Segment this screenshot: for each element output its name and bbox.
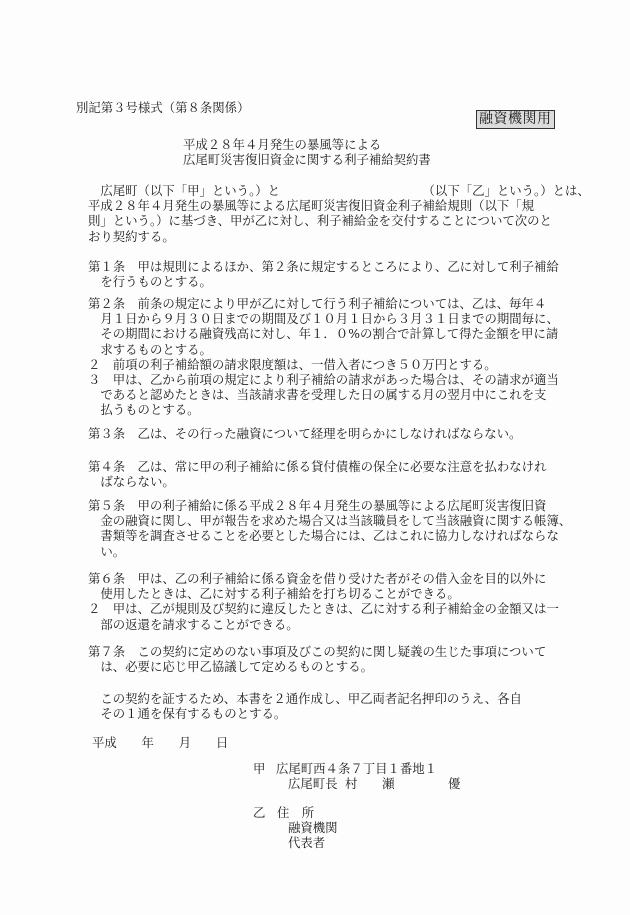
preamble-line: 平成２８年４月発生の暴風等による広尾町災害復旧資金利子補給規則（以下「規 bbox=[88, 198, 535, 214]
article-line: ２ 甲は、乙が規則及び契約に違反したときは、乙に対する利子補給金の金額又は一 bbox=[88, 601, 559, 617]
article-line: ばならない。 bbox=[88, 474, 175, 490]
title-line-1: 平成２８年４月発生の暴風等による bbox=[183, 137, 382, 152]
preamble-line: 広尾町（以下「甲」という。）と （以下「乙」という。）とは、 bbox=[88, 183, 590, 198]
article-line: ２ 前項の利子補給額の請求限度額は、一借入者につき５０万円とする。 bbox=[88, 356, 497, 372]
article-line: 月１日から９月３０日までの期間及び１０月１日から３月３１日までの期間毎に、 bbox=[88, 311, 559, 327]
article-line: であると認めたときは、当該請求書を受理した日の属する月の翌月中にこれを支 bbox=[88, 387, 547, 403]
article-line: 第１条 甲は規則によるほか、第２条に規定するところにより、乙に対して利子補給 bbox=[88, 259, 559, 274]
article-line: 第３条 乙は、その行った融資について経理を明らかにしなければならない。 bbox=[88, 426, 522, 441]
form-label: 別記第３号様式（第８条関係） bbox=[76, 100, 250, 115]
article-line: 第４条 乙は、常に甲の利子補給に係る貸付債権の保全に必要な注意を払わなけれ bbox=[88, 459, 547, 474]
article-3 bbox=[88, 426, 588, 441]
article-line: 第２条 前条の規定により甲が乙に対して行う利子補給については、乙は、毎年４ bbox=[88, 296, 547, 311]
party-a-address: 広尾町西４条７丁目１番地１ bbox=[276, 761, 438, 776]
closing-line: その１通を保有するものとする。 bbox=[88, 706, 287, 722]
document-title bbox=[183, 137, 431, 167]
party-b-institution-label: 融資機関 bbox=[288, 820, 338, 835]
article-line: を行うものとする。 bbox=[88, 274, 212, 290]
party-b-label: 乙 bbox=[253, 805, 266, 820]
article-line: は、必要に応じ甲乙協議して定めるものとする。 bbox=[88, 659, 373, 675]
article-5 bbox=[88, 498, 588, 559]
preamble bbox=[88, 183, 588, 244]
preamble-line: 則」という。）に基づき、甲が乙に対し、利子補給金を交付することについて次のと bbox=[88, 213, 552, 229]
article-1 bbox=[88, 259, 588, 289]
article-line: 部の返還を請求することができる。 bbox=[88, 616, 299, 632]
article-2 bbox=[88, 296, 588, 418]
article-4 bbox=[88, 459, 588, 489]
party-a-name-family: 村 瀬 bbox=[345, 776, 395, 791]
party-b-address-label: 住 所 bbox=[277, 805, 315, 820]
article-line: 使用したときは、乙に対する利子補給を打ち切ることができる。 bbox=[88, 586, 460, 602]
closing-line: この契約を証するため、本書を２通作成し、甲乙両者記名押印のうえ、各自 bbox=[88, 691, 522, 706]
party-b-representative-label: 代表者 bbox=[288, 835, 326, 850]
date-line: 平成 年 月 日 bbox=[92, 735, 229, 750]
article-line: 書類等を調査させることを必要とした場合には、乙はこれに協力しなければならな bbox=[88, 528, 559, 544]
article-line: 第５条 甲の利子補給に係る平成２８年４月発生の暴風等による広尾町災害復旧資 bbox=[88, 498, 547, 513]
article-6 bbox=[88, 571, 588, 632]
preamble-line: おり契約する。 bbox=[88, 228, 175, 244]
article-line: 金の融資に関し、甲が報告を求めた場合又は当該職員をして当該融資に関する帳簿、 bbox=[88, 513, 572, 529]
party-a-label: 甲 bbox=[253, 761, 266, 776]
stamp-box-financial-institution: 融資機関用 bbox=[476, 110, 555, 129]
closing-statement bbox=[88, 691, 588, 721]
party-a-name-given: 優 bbox=[448, 776, 461, 791]
article-line: い。 bbox=[88, 543, 126, 559]
party-a-title: 広尾町長 bbox=[288, 776, 338, 791]
title-line-2: 広尾町災害復旧資金に関する利子補給契約書 bbox=[183, 152, 431, 168]
article-line: 払うものとする。 bbox=[88, 402, 200, 418]
article-line: ３ 甲は、乙から前項の規定により利子補給の請求があった場合は、その請求が適当 bbox=[88, 371, 559, 387]
article-line: その期間における融資残高に対し、年１．０%の割合で計算して得た金額を甲に請 bbox=[88, 326, 559, 342]
article-line: 第６条 甲は、乙の利子補給に係る資金を借り受けた者がその借入金を目的以外に bbox=[88, 571, 547, 586]
article-7 bbox=[88, 644, 588, 674]
article-line: 第７条 この契約に定めのない事項及びこの契約に関し疑義の生じた事項について bbox=[88, 644, 547, 659]
article-line: 求するものとする。 bbox=[88, 341, 212, 357]
